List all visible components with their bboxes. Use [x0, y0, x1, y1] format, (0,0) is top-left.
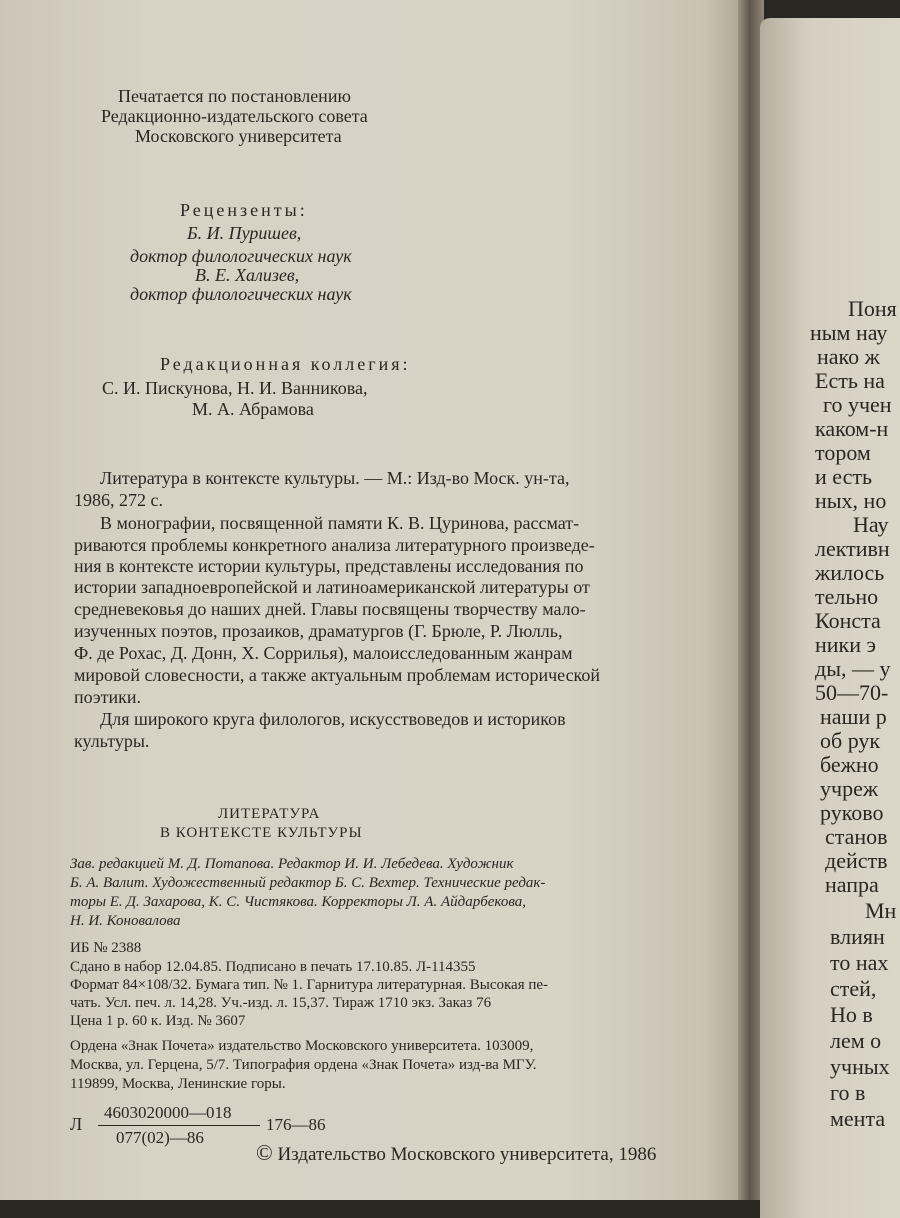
publisher-line-2: Москва, ул. Герцена, 5/7. Типография ордена «Знак Почета» изд-ва МГУ.: [70, 1057, 537, 1073]
imprint-line-1: ИБ № 2388: [70, 940, 142, 956]
right-line-12: жилось: [815, 560, 885, 585]
right-line-24: действ: [825, 848, 888, 873]
right-line-18: наши р: [820, 704, 887, 729]
editorial-board-line-1: С. И. Пискунова, Н. И. Ванникова,: [102, 378, 368, 398]
abstract-line-2: 1986, 272 с.: [74, 490, 163, 510]
right-line-29: стей,: [830, 976, 877, 1001]
right-line-13: тельно: [815, 584, 879, 609]
right-line-19: об рук: [820, 728, 881, 753]
right-line-26: Мн: [865, 898, 897, 923]
abstract-line-4: риваются проблемы конкретного анализа литературного произведе-: [74, 535, 595, 555]
right-line-5: го учен: [823, 392, 892, 417]
code-letter: Л: [70, 1114, 83, 1134]
abstract-line-13: культуры.: [74, 731, 150, 751]
right-line-4: Есть на: [815, 368, 885, 393]
right-line-11: лективн: [815, 536, 890, 561]
imprint-line-3: Формат 84×108/32. Бумага тип. № 1. Гарнитура литературная. Высокая пе-: [70, 977, 549, 993]
credits-line-2: Б. А. Валит. Художественный редактор Б. С. Вехтер. Технические редак-: [70, 875, 546, 891]
right-line-22: руково: [820, 800, 884, 825]
right-line-14: Конста: [815, 608, 881, 633]
imprint-line-4: чать. Усл. печ. л. 14,28. Уч.-изд. л. 15,37. Тираж 1710 экз. Заказ 76: [70, 995, 492, 1011]
code-fraction-bar: [98, 1125, 260, 1126]
right-line-21: учреж: [820, 776, 879, 801]
copyright-icon: ©: [256, 1140, 273, 1165]
abstract-line-6: истории западноевропейской и латиноамериканской литературы от: [74, 577, 590, 597]
right-line-31: лем о: [830, 1028, 882, 1053]
right-line-20: бежно: [820, 752, 879, 777]
code-denominator: 077(02)—86: [116, 1128, 204, 1147]
reviewer-2-degree: доктор филологических наук: [130, 284, 352, 304]
right-page: [760, 18, 900, 1218]
reviewer-1-degree: доктор филологических наук: [130, 246, 352, 266]
abstract-line-8: изученных поэтов, прозаиков, драматургов (Г. Брюле, Р. Люлль,: [74, 621, 563, 641]
code-suffix: 176—86: [266, 1115, 326, 1134]
publisher-line-3: 119899, Москва, Ленинские горы.: [70, 1076, 286, 1092]
right-line-3: нако ж: [817, 344, 880, 369]
abstract-line-3: В монографии, посвященной памяти К. В. Цуринова, рассмат-: [100, 513, 580, 533]
right-line-9: ных, но: [815, 488, 887, 513]
right-line-32: учных: [830, 1054, 890, 1079]
abstract-line-11: поэтики.: [74, 687, 141, 707]
right-line-10: Нау: [853, 512, 889, 537]
reviewer-1-name: Б. И. Пуришев,: [187, 223, 302, 243]
right-line-25: напра: [825, 872, 879, 897]
right-line-1: Поня: [848, 296, 897, 321]
right-line-23: станов: [825, 824, 888, 849]
reviewers-title: Рецензенты:: [180, 200, 308, 220]
right-line-28: то нах: [830, 950, 889, 975]
right-line-6: каком-н: [815, 416, 889, 441]
abstract-line-7: средневековья до наших дней. Главы посвящены творчеству мало-: [74, 599, 586, 619]
publisher-line-1: Ордена «Знак Почета» издательство Московского университета. 103009,: [70, 1038, 534, 1054]
editorial-board-title: Редакционная коллегия:: [160, 354, 411, 374]
code-numerator: 4603020000—018: [104, 1103, 232, 1122]
right-line-8: и есть: [815, 464, 872, 489]
right-line-15: ники э: [815, 632, 876, 657]
credits-line-4: Н. И. Коновалова: [70, 913, 181, 929]
right-line-33: го в: [830, 1080, 866, 1105]
abstract-line-12: Для широкого круга филологов, искусствоведов и историков: [100, 709, 566, 729]
right-line-7: тором: [815, 440, 871, 465]
book-title-line-1: ЛИТЕРАТУРА: [218, 806, 321, 822]
editorial-board-line-2: М. А. Абрамова: [192, 399, 314, 419]
abstract-line-9: Ф. де Рохас, Д. Донн, Х. Соррилья), малоисследованным жанрам: [74, 643, 573, 663]
header-line-2: Редакционно-издательского совета: [101, 106, 368, 126]
abstract-line-1: Литература в контексте культуры. — М.: Изд-во Моск. ун-та,: [100, 468, 570, 488]
copyright-line: [256, 1140, 656, 1166]
credits-line-1: Зав. редакцией М. Д. Потапова. Редактор И. И. Лебедева. Художник: [70, 856, 514, 872]
right-line-17: 50—70-: [815, 680, 889, 705]
reviewer-2-name: В. Е. Хализев,: [195, 265, 300, 285]
right-line-34: мента: [830, 1106, 886, 1131]
imprint-line-5: Цена 1 р. 60 к. Изд. № 3607: [70, 1013, 246, 1029]
abstract-line-5: ния в контексте истории культуры, представлены исследования по: [74, 556, 584, 576]
right-line-2: ным нау: [810, 320, 888, 345]
right-line-27: влиян: [830, 924, 885, 949]
copyright-text: Издательство Московского университета, 1986: [277, 1144, 657, 1165]
right-line-30: Но в: [830, 1002, 873, 1027]
book-title-line-2: В КОНТЕКСТЕ КУЛЬТУРЫ: [160, 825, 363, 841]
abstract-line-10: мировой словесности, а также актуальным проблемам исторической: [74, 665, 601, 685]
imprint-line-2: Сдано в набор 12.04.85. Подписано в печать 17.10.85. Л-114355: [70, 959, 476, 975]
header-line-3: Московского университета: [135, 126, 342, 146]
header-line-1: Печатается по постановлению: [118, 86, 351, 106]
right-line-16: ды, — у: [815, 656, 891, 681]
credits-line-3: торы Е. Д. Захарова, К. С. Чистякова. Корректоры Л. А. Айдарбекова,: [70, 894, 527, 910]
